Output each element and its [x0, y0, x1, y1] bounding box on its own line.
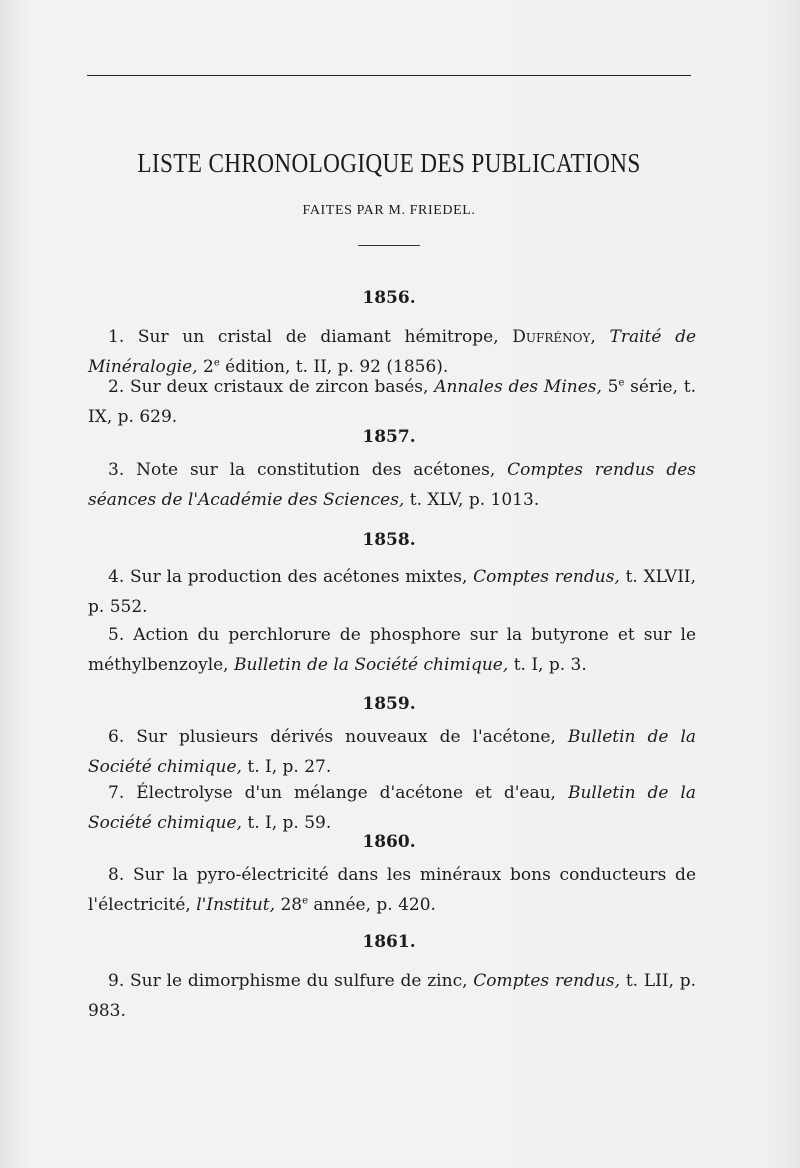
publication-entry-1: 1. Sur un cristal de diamant hémitrope, Dufrénoy, Traité de Minéralogie, 2e édition, t. II, p. 92 (1856).: [88, 327, 697, 377]
source-title: Comptes rendus des séances de l'Académie des Sciences,: [88, 460, 697, 510]
publication-entry-7: 7. Électrolyse d'un mélange d'acétone et d'eau, Bulletin de la Société chimique, t. I, p. 59.: [88, 783, 697, 833]
header-rule: [87, 75, 691, 76]
source-title: Comptes rendus,: [473, 567, 620, 587]
source-title: l'Institut,: [196, 895, 276, 915]
source-title: Annales des Mines,: [434, 377, 602, 397]
publication-entry-9: 9. Sur le dimorphisme du sulfure de zinc, Comptes rendus, t. LII, p. 983.: [88, 971, 697, 1021]
source-title: Bulletin de la Société chimique,: [234, 655, 509, 675]
page-title: LISTE CHRONOLOGIQUE DES PUBLICATIONS: [137, 148, 641, 178]
year-heading-1857: 1857.: [362, 427, 416, 447]
source-title: Bulletin de la Société chimique,: [88, 727, 697, 777]
publication-entry-8: 8. Sur la pyro-électricité dans les minéraux bons conducteurs de l'électricité, l'Institut, 28e année, p. 420.: [88, 865, 697, 915]
publication-entry-5: 5. Action du perchlorure de phosphore sur la butyrone et sur le méthylbenzoyle, Bulletin de la Société chimique, t. I, p. 3.: [88, 625, 697, 675]
author-name: Dufrénoy: [512, 327, 591, 347]
publication-entry-4: 4. Sur la production des acétones mixtes, Comptes rendus, t. XLVII, p. 552.: [88, 567, 697, 617]
publication-entry-6: 6. Sur plusieurs dérivés nouveaux de l'acétone, Bulletin de la Société chimique, t. I, p. 27.: [88, 727, 697, 777]
publication-entry-3: 3. Note sur la constitution des acétones, Comptes rendus des séances de l'Académie des Sciences, t. XLV, p. 1013.: [88, 460, 697, 510]
year-heading-1859: 1859.: [362, 694, 416, 714]
title-divider: [358, 245, 420, 246]
page-subtitle: FAITES PAR M. FRIEDEL.: [302, 203, 476, 218]
year-heading-1861: 1861.: [362, 932, 416, 952]
publication-entry-2: 2. Sur deux cristaux de zircon basés, Annales des Mines, 5e série, t. IX, p. 629.: [88, 377, 696, 427]
source-title: Comptes rendus,: [473, 971, 621, 991]
source-title: Traité de Minéralogie,: [88, 327, 697, 377]
year-heading-1856: 1856.: [362, 288, 416, 308]
source-title: Bulletin de la Société chimique,: [88, 783, 697, 833]
year-heading-1858: 1858.: [362, 530, 416, 550]
year-heading-1860: 1860.: [362, 832, 416, 852]
